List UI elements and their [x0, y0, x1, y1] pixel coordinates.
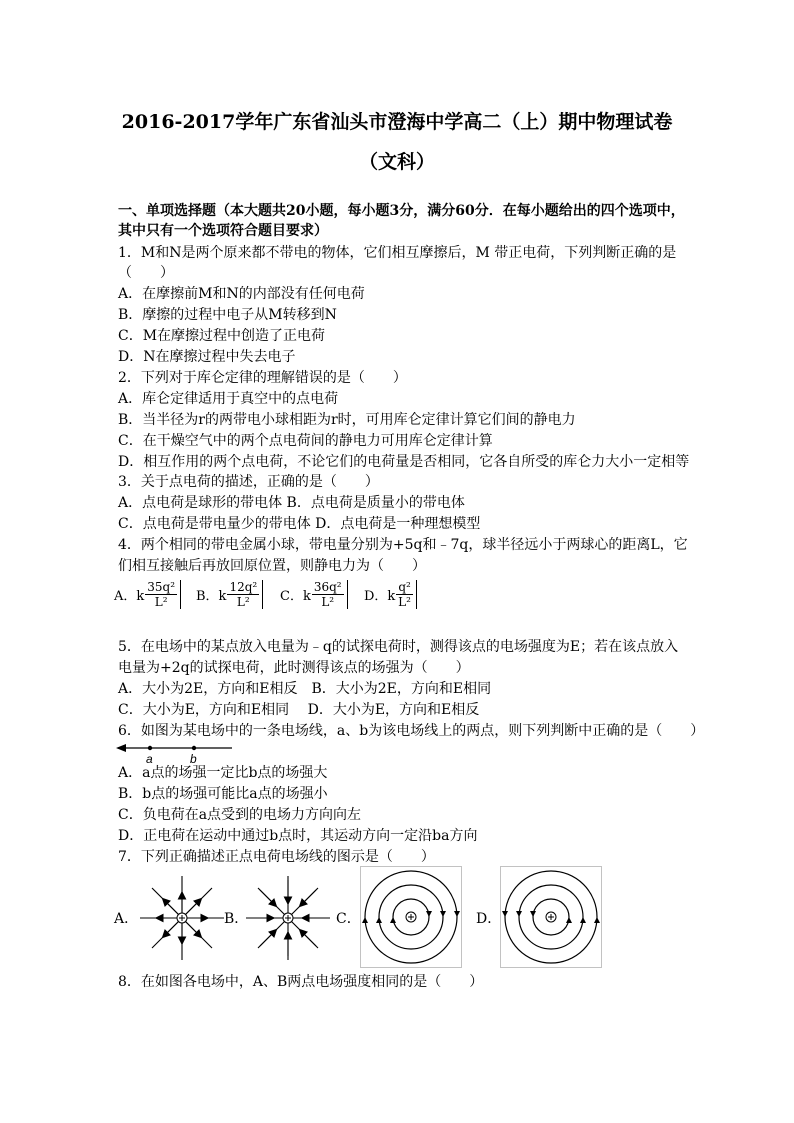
q7-stem: 7．下列正确描述正点电荷电场线的图示是（ ） [118, 849, 435, 865]
q5-stem-cont: 电量为+2q的试探电荷，此时测得该点的场强为（ ） [118, 660, 470, 676]
q1-stem-cont: （ ） [118, 265, 174, 281]
q6-option-d: D．正电荷在运动中通过b点时，其运动方向一定沿ba方向 [118, 828, 478, 844]
q4-stem: 4．两个相同的带电金属小球，带电量分别为+5q和﹣7q，球半径远小于两球心的距离L，它 [118, 537, 688, 553]
q1-option-b: B．摩擦的过程中电子从M转移到N [118, 307, 337, 323]
q1-option-c: C．M在摩擦过程中创造了正电荷 [118, 328, 326, 344]
section-heading-cont: 其中只有一个选项符合题目要求） [118, 223, 328, 239]
point-b [192, 746, 196, 750]
q7-option-b-label: B． [224, 911, 249, 927]
q2-option-a: A．库仑定律适用于真空中的点电荷 [118, 391, 339, 407]
q6-field-line-figure [114, 741, 234, 765]
q3-options-ab: A．点电荷是球形的带电体 B．点电荷是质量小的带电体 [118, 495, 465, 511]
label-b: b [190, 752, 197, 765]
paper-subtitle: （文科） [358, 151, 435, 173]
q7-figure-b-inward-lines [242, 872, 334, 964]
arrowhead-icon [116, 744, 126, 752]
q2-stem: 2．下列对于库仑定律的理解错误的是（ ） [118, 370, 407, 386]
q4-option-c: C．k $\frac{\text{36q²}}{\text{L²}}$ [280, 580, 348, 609]
q6-stem: 6．如图为某电场中的一条电场线，a、b为该电场线上的两点，则下列判断中正确的是（ ） [118, 723, 705, 739]
q4-option-a: A．k $\frac{\text{35q²}}{\text{L²}}$ [114, 580, 181, 609]
section-heading: 一、单项选择题（本大题共20小题，每小题3分，满分60分．在每小题给出的四个选项中， [118, 203, 685, 219]
q4-stem-cont: 们相互接触后再放回原位置，则静电力为（ ） [118, 558, 426, 574]
q1-stem: 1．M和N是两个原来都不带电的物体，它们相互摩擦后，M 带正电荷，下列判断正确的是 [118, 245, 677, 261]
q1-option-d: D．N在摩擦过程中失去电子 [118, 349, 296, 365]
q5-options-cd: C．大小为E，方向和E相同 D．大小为E，方向和E相反 [118, 702, 480, 718]
q7-option-d-label: D． [476, 911, 502, 927]
label-a: a [146, 752, 153, 765]
q3-options-cd: C．点电荷是带电量少的带电体 D．点电荷是一种理想模型 [118, 516, 481, 532]
q6-option-b: B．b点的场强可能比a点的场强小 [118, 786, 328, 802]
q5-stem: 5．在电场中的某点放入电量为﹣q的试探电荷时，测得该点的电场强度为E；若在该点放入 [118, 639, 679, 655]
q7-option-a-label: A． [114, 911, 139, 927]
q8-stem: 8．在如图各电场中，A、B两点电场强度相同的是（ ） [118, 974, 484, 990]
q6-option-a: A．a点的场强一定比b点的场强大 [118, 765, 328, 781]
q5-options-ab: A．大小为2E，方向和E相反 B．大小为2E，方向和E相同 [118, 681, 492, 697]
q1-option-a: A．在摩擦前M和N的内部没有任何电荷 [118, 286, 365, 302]
q7-option-c-label: C． [336, 911, 361, 927]
q3-stem: 3．关于点电荷的描述，正确的是（ ） [118, 474, 379, 490]
q2-option-b: B．当半径为r的两带电小球相距为r时，可用库仑定律计算它们间的静电力 [118, 412, 576, 428]
q7-figure-c-concentric-circles [360, 866, 462, 968]
point-a [148, 746, 152, 750]
q4-option-d: D．k $\frac{\text{q²}}{\text{L²}}$ [364, 580, 417, 609]
q4-option-b: B．k $\frac{\text{12q²}}{\text{L²}}$ [196, 580, 263, 609]
q2-option-d: D．相互作用的两个点电荷，不论它们的电荷量是否相同，它各自所受的库仑力大小一定相等 [118, 454, 690, 470]
q7-figure-a-outward-lines [136, 872, 228, 964]
q7-figure-d-concentric-circles [500, 866, 602, 968]
q2-option-c: C．在干燥空气中的两个点电荷间的静电力可用库仑定律计算 [118, 433, 493, 449]
q6-option-c: C．负电荷在a点受到的电场力方向向左 [118, 807, 362, 823]
paper-title: 2016-2017学年广东省汕头市澄海中学高二（上）期中物理试卷 [121, 111, 673, 133]
